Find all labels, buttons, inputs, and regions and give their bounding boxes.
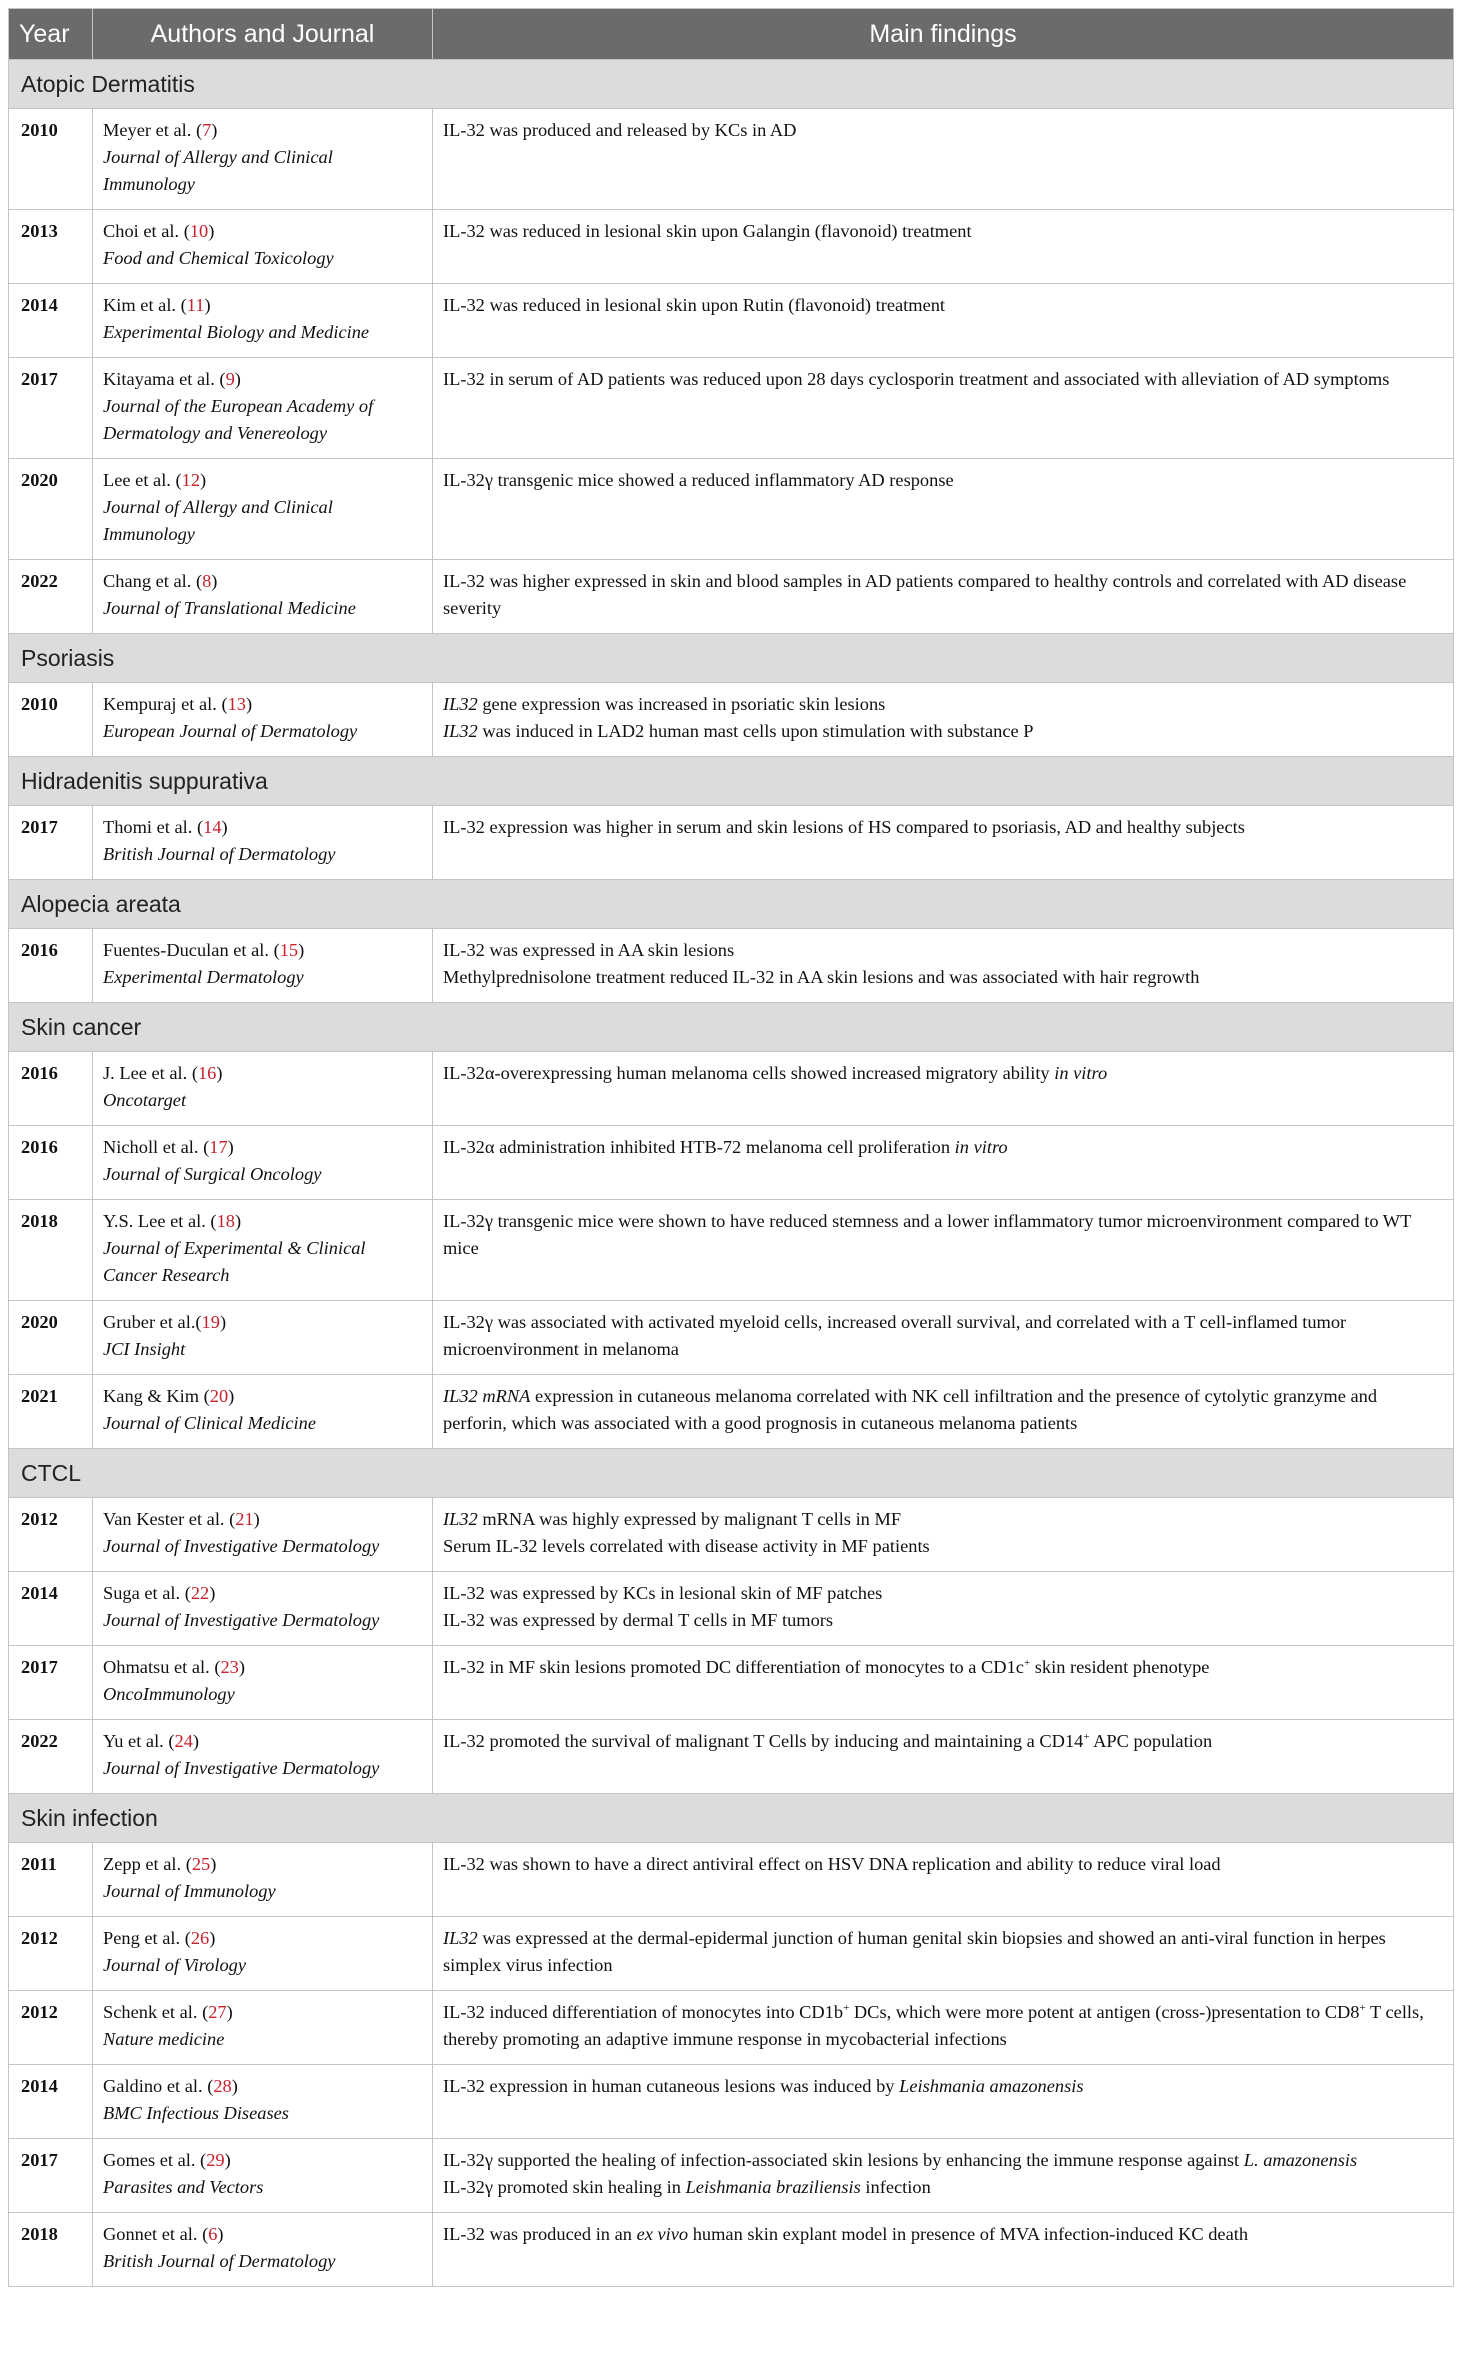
reference-link[interactable]: 24 [174, 1731, 193, 1751]
reference-link[interactable]: 23 [220, 1657, 239, 1677]
table-row [9, 284, 1454, 358]
finding-text: IL-32 was expressed in AA skin lesions [443, 940, 735, 960]
year-cell: 2010 [9, 109, 93, 210]
table-row [9, 2065, 1454, 2139]
journal-name: Journal of the European Academy of Dermatology and Venereology [103, 396, 374, 443]
author-names: Kempuraj et al. [103, 694, 217, 714]
reference-link[interactable]: 22 [190, 1583, 210, 1603]
authors-line: Gomes et al. (29) [103, 2150, 231, 2170]
reference-link[interactable]: 6 [208, 2224, 218, 2244]
year-cell: 2017 [9, 2139, 93, 2213]
reference-link[interactable]: 10 [189, 221, 209, 241]
authors-cell [93, 1126, 433, 1200]
authors-column-header: Authors and Journal [93, 9, 433, 60]
authors-cell [93, 1498, 433, 1572]
authors-line: Meyer et al. (7) [103, 120, 218, 140]
finding-text: Methylprednisolone treatment reduced IL-32 in AA skin lesions and was associated with hair regrowth [443, 967, 1200, 987]
finding-text: IL-32α-overexpressing human melanoma cells showed increased migratory ability in vitro [443, 1063, 1108, 1083]
reference-link[interactable]: 28 [213, 2076, 232, 2096]
journal-name: Journal of Investigative Dermatology [103, 1536, 380, 1556]
authors-line: Y.S. Lee et al. (18) [103, 1211, 242, 1231]
findings-cell [433, 1375, 1454, 1449]
findings-cell [433, 2213, 1454, 2287]
findings-cell [433, 109, 1454, 210]
findings-table-container [8, 8, 1453, 2287]
journal-name: Nature medicine [103, 2029, 225, 2049]
finding-text: IL-32 was shown to have a direct antiviral effect on HSV DNA replication and ability to reduce viral load [443, 1854, 1221, 1874]
year-cell: 2012 [9, 1498, 93, 1572]
authors-cell [93, 1572, 433, 1646]
journal-name: Parasites and Vectors [103, 2177, 264, 2197]
year-column-header: Year [9, 9, 93, 60]
reference-link[interactable]: 17 [209, 1137, 228, 1157]
reference-link[interactable]: 18 [216, 1211, 235, 1231]
authors-line: Kitayama et al. (9) [103, 369, 241, 389]
section-row [9, 1449, 1454, 1498]
findings-cell [433, 210, 1454, 284]
authors-line: Nicholl et al. (17) [103, 1137, 234, 1157]
findings-column-header: Main findings [433, 9, 1454, 60]
year-cell: 2020 [9, 459, 93, 560]
finding-text: IL-32 induced differentiation of monocytes into CD1b+ DCs, which were more potent at antigen (cross-)presentation to CD8+ T cells, thereby promoting an adaptive immune response in mycobacterial infections [443, 2002, 1424, 2049]
author-names: Gonnet et al. [103, 2224, 198, 2244]
authors-line: Peng et al. (26) [103, 1928, 216, 1948]
table-header [9, 9, 1454, 60]
author-names: Nicholl et al. [103, 1137, 199, 1157]
author-names: Fuentes-Duculan et al. [103, 940, 269, 960]
journal-name: Journal of Investigative Dermatology [103, 1758, 380, 1778]
year-cell: 2012 [9, 1991, 93, 2065]
year-cell: 2020 [9, 1301, 93, 1375]
table-row [9, 1126, 1454, 1200]
authors-cell [93, 284, 433, 358]
author-names: Zepp et al. [103, 1854, 182, 1874]
section-row [9, 1003, 1454, 1052]
authors-cell [93, 210, 433, 284]
authors-line: Thomi et al. (14) [103, 817, 228, 837]
author-names: Y.S. Lee et al. [103, 1211, 206, 1231]
author-names: Gruber et al. [103, 1312, 196, 1332]
year-cell: 2013 [9, 210, 93, 284]
section-title: Skin infection [9, 1794, 1454, 1843]
findings-cell [433, 2139, 1454, 2213]
section-title: Skin cancer [9, 1003, 1454, 1052]
year-cell: 2017 [9, 806, 93, 880]
author-names: Suga et al. [103, 1583, 181, 1603]
findings-cell [433, 1572, 1454, 1646]
finding-text: IL32 mRNA was highly expressed by malignant T cells in MF [443, 1509, 902, 1529]
authors-cell [93, 358, 433, 459]
finding-text: IL32 mRNA expression in cutaneous melanoma correlated with NK cell infiltration and the presence of cytolytic granzyme and perforin, which was associated with a good prognosis in cutaneous melanoma patients [443, 1386, 1378, 1433]
reference-link[interactable]: 14 [203, 817, 222, 837]
year-cell: 2010 [9, 683, 93, 757]
finding-text: IL-32 expression was higher in serum and skin lesions of HS compared to psoriasis, AD and healthy subjects [443, 817, 1245, 837]
authors-cell [93, 683, 433, 757]
author-names: Galdino et al. [103, 2076, 203, 2096]
findings-cell [433, 1646, 1454, 1720]
header-row [9, 9, 1454, 60]
table-row [9, 560, 1454, 634]
authors-line: Gruber et al.(19) [103, 1312, 227, 1332]
authors-line: Yu et al. (24) [103, 1731, 200, 1751]
year-cell: 2022 [9, 1720, 93, 1794]
authors-cell [93, 459, 433, 560]
authors-cell [93, 1917, 433, 1991]
table-row [9, 806, 1454, 880]
finding-text: IL-32γ transgenic mice were shown to have reduced stemness and a lower inflammatory tumor microenvironment compared to WT mice [443, 1211, 1412, 1258]
authors-line: Chang et al. (8) [103, 571, 218, 591]
year-cell: 2012 [9, 1917, 93, 1991]
reference-link[interactable]: 27 [208, 2002, 227, 2022]
journal-name: Journal of Clinical Medicine [103, 1413, 316, 1433]
author-names: Ohmatsu et al. [103, 1657, 210, 1677]
findings-cell [433, 806, 1454, 880]
authors-line: Van Kester et al. (21) [103, 1509, 260, 1529]
journal-name: Experimental Dermatology [103, 967, 304, 987]
year-cell: 2016 [9, 929, 93, 1003]
author-names: Kang & Kim [103, 1386, 200, 1406]
findings-cell [433, 1200, 1454, 1301]
table-row [9, 109, 1454, 210]
authors-line: Gonnet et al. (6) [103, 2224, 224, 2244]
author-names: Van Kester et al. [103, 1509, 225, 1529]
findings-cell [433, 358, 1454, 459]
table-row [9, 1991, 1454, 2065]
authors-cell [93, 2065, 433, 2139]
journal-name: European Journal of Dermatology [103, 721, 358, 741]
table-row [9, 2213, 1454, 2287]
authors-line: Galdino et al. (28) [103, 2076, 238, 2096]
journal-name: Journal of Allergy and Clinical Immunology [103, 147, 333, 194]
author-names: Schenk et al. [103, 2002, 198, 2022]
journal-name: Oncotarget [103, 1090, 187, 1110]
finding-text: IL-32γ transgenic mice showed a reduced inflammatory AD response [443, 470, 954, 490]
authors-line: Kempuraj et al. (13) [103, 694, 253, 714]
reference-link[interactable]: 11 [186, 295, 205, 315]
year-cell: 2014 [9, 1572, 93, 1646]
author-names: Peng et al. [103, 1928, 181, 1948]
reference-link[interactable]: 25 [191, 1854, 211, 1874]
authors-cell [93, 1375, 433, 1449]
authors-line: Zepp et al. (25) [103, 1854, 217, 1874]
table-row [9, 1052, 1454, 1126]
finding-text: IL32 was expressed at the dermal-epidermal junction of human genital skin biopsies and showed an anti-viral function in herpes simplex virus infection [443, 1928, 1386, 1975]
table-row [9, 929, 1454, 1003]
finding-text: IL32 was induced in LAD2 human mast cells upon stimulation with substance P [443, 721, 1034, 741]
findings-cell [433, 1301, 1454, 1375]
il32-findings-table [8, 8, 1454, 2287]
reference-link[interactable]: 29 [206, 2150, 225, 2170]
reference-link[interactable]: 15 [279, 940, 299, 960]
reference-link[interactable]: 9 [225, 369, 235, 389]
author-names: Lee et al. [103, 470, 171, 490]
journal-name: Journal of Investigative Dermatology [103, 1610, 380, 1630]
year-cell: 2018 [9, 2213, 93, 2287]
finding-text: IL-32 in serum of AD patients was reduced upon 28 days cyclosporin treatment and associated with alleviation of AD symptoms [443, 369, 1390, 389]
finding-text: IL-32 was reduced in lesional skin upon Rutin (flavonoid) treatment [443, 295, 946, 315]
finding-text: IL32 gene expression was increased in psoriatic skin lesions [443, 694, 886, 714]
authors-cell [93, 1646, 433, 1720]
journal-name: OncoImmunology [103, 1684, 235, 1704]
finding-text: IL-32 in MF skin lesions promoted DC differentiation of monocytes to a CD1c+ skin resident phenotype [443, 1657, 1210, 1677]
authors-cell [93, 1991, 433, 2065]
author-names: Chang et al. [103, 571, 192, 591]
section-title: Atopic Dermatitis [9, 60, 1454, 109]
table-row [9, 1498, 1454, 1572]
authors-cell [93, 806, 433, 880]
authors-cell [93, 1720, 433, 1794]
year-cell: 2014 [9, 284, 93, 358]
journal-name: Food and Chemical Toxicology [103, 248, 334, 268]
year-cell: 2016 [9, 1052, 93, 1126]
table-row [9, 1917, 1454, 1991]
section-title: CTCL [9, 1449, 1454, 1498]
table-row [9, 210, 1454, 284]
reference-link[interactable]: 19 [201, 1312, 220, 1332]
reference-link[interactable]: 7 [202, 120, 212, 140]
section-row [9, 757, 1454, 806]
table-row [9, 683, 1454, 757]
authors-cell [93, 2139, 433, 2213]
table-row [9, 1301, 1454, 1375]
section-row [9, 634, 1454, 683]
table-body [9, 60, 1454, 2287]
finding-text: Serum IL-32 levels correlated with disease activity in MF patients [443, 1536, 930, 1556]
section-title: Alopecia areata [9, 880, 1454, 929]
author-names: Yu et al. [103, 1731, 164, 1751]
authors-cell [93, 2213, 433, 2287]
journal-name: Journal of Translational Medicine [103, 598, 356, 618]
authors-line: Suga et al. (22) [103, 1583, 216, 1603]
author-names: Thomi et al. [103, 817, 193, 837]
journal-name: Experimental Biology and Medicine [103, 322, 370, 342]
author-names: Kitayama et al. [103, 369, 215, 389]
authors-line: Lee et al. (12) [103, 470, 207, 490]
findings-cell [433, 929, 1454, 1003]
authors-cell [93, 1200, 433, 1301]
table-row [9, 1375, 1454, 1449]
reference-link[interactable]: 20 [209, 1386, 229, 1406]
table-row [9, 1200, 1454, 1301]
year-cell: 2017 [9, 358, 93, 459]
section-row [9, 880, 1454, 929]
author-names: Meyer et al. [103, 120, 192, 140]
finding-text: IL-32γ was associated with activated myeloid cells, increased overall survival, and correlated with a T cell-inflamed tumor microenvironment in melanoma [443, 1312, 1347, 1359]
authors-line: Schenk et al. (27) [103, 2002, 233, 2022]
findings-cell [433, 1991, 1454, 2065]
authors-cell [93, 1052, 433, 1126]
journal-name: Journal of Experimental & Clinical Cancer Research [103, 1238, 366, 1285]
year-cell: 2016 [9, 1126, 93, 1200]
section-row [9, 60, 1454, 109]
authors-cell [93, 109, 433, 210]
authors-cell [93, 1843, 433, 1917]
journal-name: Journal of Immunology [103, 1881, 276, 1901]
finding-text: IL-32γ supported the healing of infection-associated skin lesions by enhancing the immune response against L. amazonensis [443, 2150, 1358, 2170]
section-title: Psoriasis [9, 634, 1454, 683]
findings-cell [433, 284, 1454, 358]
finding-text: IL-32 was expressed by dermal T cells in MF tumors [443, 1610, 834, 1630]
finding-text: IL-32γ promoted skin healing in Leishmania braziliensis infection [443, 2177, 931, 2197]
journal-name: British Journal of Dermatology [103, 2251, 336, 2271]
findings-cell [433, 2065, 1454, 2139]
journal-name: BMC Infectious Diseases [103, 2103, 289, 2123]
section-row [9, 1794, 1454, 1843]
section-title: Hidradenitis suppurativa [9, 757, 1454, 806]
journal-name: British Journal of Dermatology [103, 844, 336, 864]
year-cell: 2021 [9, 1375, 93, 1449]
reference-link[interactable]: 8 [202, 571, 212, 591]
year-cell: 2017 [9, 1646, 93, 1720]
journal-name: Journal of Surgical Oncology [103, 1164, 322, 1184]
finding-text: IL-32 promoted the survival of malignant T Cells by inducing and maintaining a CD14+ APC population [443, 1731, 1213, 1751]
table-row [9, 2139, 1454, 2213]
finding-text: IL-32 was produced and released by KCs in AD [443, 120, 797, 140]
table-row [9, 1843, 1454, 1917]
reference-link[interactable]: 26 [190, 1928, 210, 1948]
authors-cell [93, 1301, 433, 1375]
author-names: Gomes et al. [103, 2150, 196, 2170]
finding-text: IL-32α administration inhibited HTB-72 melanoma cell proliferation in vitro [443, 1137, 1008, 1157]
findings-cell [433, 459, 1454, 560]
table-row [9, 1720, 1454, 1794]
findings-cell [433, 1498, 1454, 1572]
journal-name: JCI Insight [103, 1339, 186, 1359]
authors-line: J. Lee et al. (16) [103, 1063, 223, 1083]
findings-cell [433, 1843, 1454, 1917]
table-row [9, 1646, 1454, 1720]
authors-cell [93, 560, 433, 634]
findings-cell [433, 1052, 1454, 1126]
table-row [9, 459, 1454, 560]
authors-line: Kim et al. (11) [103, 295, 211, 315]
finding-text: IL-32 was produced in an ex vivo human skin explant model in presence of MVA infection-induced KC death [443, 2224, 1249, 2244]
findings-cell [433, 683, 1454, 757]
finding-text: IL-32 expression in human cutaneous lesions was induced by Leishmania amazonensis [443, 2076, 1084, 2096]
year-cell: 2011 [9, 1843, 93, 1917]
year-cell: 2014 [9, 2065, 93, 2139]
reference-link[interactable]: 16 [197, 1063, 217, 1083]
year-cell: 2018 [9, 1200, 93, 1301]
findings-cell [433, 560, 1454, 634]
journal-name: Journal of Virology [103, 1955, 247, 1975]
authors-cell [93, 929, 433, 1003]
findings-cell [433, 1720, 1454, 1794]
author-names: Kim et al. [103, 295, 177, 315]
findings-cell [433, 1917, 1454, 1991]
reference-link[interactable]: 12 [181, 470, 201, 490]
table-row [9, 1572, 1454, 1646]
authors-line: Ohmatsu et al. (23) [103, 1657, 245, 1677]
author-names: J. Lee et al. [103, 1063, 188, 1083]
finding-text: IL-32 was expressed by KCs in lesional skin of MF patches [443, 1583, 883, 1603]
year-cell: 2022 [9, 560, 93, 634]
authors-line: Fuentes-Duculan et al. (15) [103, 940, 305, 960]
findings-cell [433, 1126, 1454, 1200]
journal-name: Journal of Allergy and Clinical Immunology [103, 497, 333, 544]
authors-line: Choi et al. (10) [103, 221, 215, 241]
authors-line: Kang & Kim (20) [103, 1386, 235, 1406]
reference-link[interactable]: 21 [235, 1509, 254, 1529]
author-names: Choi et al. [103, 221, 180, 241]
reference-link[interactable]: 13 [227, 694, 246, 714]
table-row [9, 358, 1454, 459]
finding-text: IL-32 was reduced in lesional skin upon Galangin (flavonoid) treatment [443, 221, 972, 241]
finding-text: IL-32 was higher expressed in skin and blood samples in AD patients compared to healthy controls and correlated with AD disease severity [443, 571, 1407, 618]
